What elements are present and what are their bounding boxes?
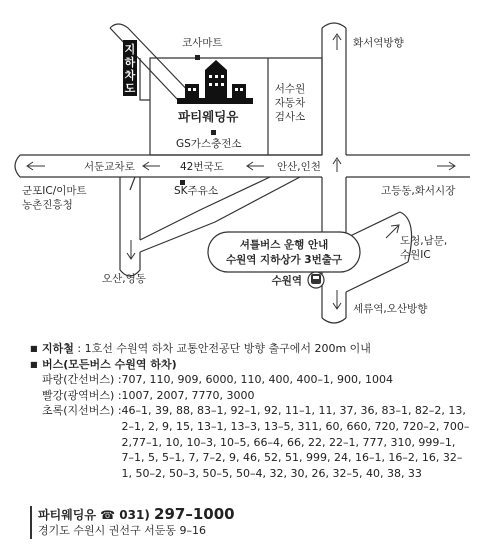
office-label-1: 서수원 [274,83,306,95]
map-shape [110,24,128,28]
map-shape [188,88,191,91]
map-shape [247,162,264,170]
subway-text: : 1호선 수원역 하차 교통안전공단 방향 출구에서 200m 이내 [73,342,371,355]
map-shape [221,75,224,78]
bus-line-green [30,403,470,481]
map-shape: 하 [124,56,136,69]
map-shape [215,83,218,86]
directions-info [30,341,470,481]
map-shape [15,23,470,323]
bus-line-value: 1007, 2007, 7770, 3000 [121,388,255,402]
kosamart-label: 코사마트 [182,37,223,49]
map-shape [346,212,400,238]
arrow-north-icon [333,34,341,50]
shuttle-info-box [208,232,360,272]
bus-line-value: 707, 110, 909, 6000, 110, 400, 400–1, 900, 1004 [121,373,393,387]
bullet-icon: ■ [30,359,38,369]
bus-line-blue [30,372,470,388]
map-shape [177,98,253,104]
bullet-icon: ■ [30,344,38,353]
map-shape: 차 [124,69,136,82]
hwaseo-label: 화서역방향 [353,37,404,49]
map-shape [15,155,20,177]
map-shape [22,36,456,315]
underpass-sign-text [124,42,136,95]
bus-row [30,357,470,373]
sk-label: SK주유소 [174,185,218,197]
map-shape [322,23,346,28]
road-diagonal-nw [110,28,178,100]
contact-address: 경기도 수원시 권선구 서둔동 9–16 [38,524,206,537]
kosamart-marker [195,55,200,60]
suwon-ic-label: 수원IC [400,249,431,261]
map-shape [240,88,243,91]
bus-line-value: 46–1, 39, 88, 83–1, 92–1, 92, 11–1, 11, 37, 36, 83–1, 82–2, 13, 2–1, 2, 9, 15, 13–1, 13–3, 13–5, 311, 60, 660, 720, 720–2, 700–2,77–1, 10, 10–3, 10–5, 66–4, 66, 22, 22–1, 777, 310, 999–1, 7–1, 5, 5–1, 7, 7–2, 9, 46, 52, 51, 999, 24, 16–1, 16–2, 16, 32–1, 50–2, 50–3, 50–5, 50–4, 32, 30, 26, 32–5, 40, 38, 33 [121,404,470,480]
map-shape [143,162,160,170]
suwon-station-label: 수원역 [271,275,302,287]
map-shape [322,318,346,323]
seryu-label: 세류역,오산방향 [353,303,428,315]
seodun-label: 서둔교차로 [84,161,135,173]
partywedding-label: 파티웨딩유 [178,109,239,124]
bus-line-label: 초록(지선버스) : [42,404,122,418]
gunpo-label: 군포IC/이마트 [22,185,87,197]
map-shape [235,88,238,91]
office-label-2: 자동차 [274,97,306,109]
godeung-label: 고등동,화서시장 [381,185,456,197]
route42-label: 42번국도 [180,161,224,173]
contact-block [30,506,235,539]
map-shape: 지 [124,43,136,56]
map-shape [221,83,224,86]
arrow-south-icon [127,240,135,259]
arrow-west-icon [27,162,45,170]
contact-phone-line [38,506,235,523]
arrow-east-icon [437,162,455,170]
dochung-label: 도청,남문, [400,235,448,247]
gas-station-marker [211,130,216,135]
map-shape [205,60,227,70]
phone-icon: ☎ [100,508,116,522]
map-shape [209,83,212,86]
map-shape [313,276,319,279]
bus-line-label: 파랑(간선버스) : [42,373,122,387]
arrow-south-right-icon [333,290,341,309]
bus-line-label: 빨강(광역버스) : [42,388,122,402]
office-label-3: 검사소 [274,111,306,123]
map-shape [215,75,218,78]
contact-name: 파티웨딩유 [38,508,96,522]
building-icon [177,60,253,104]
nongchon-label: 농촌진흥청 [22,199,73,211]
shuttle-title: 셔틀버스 운행 안내 [239,239,329,251]
area-code: 031) [119,508,150,522]
gas-station-label: GS가스충전소 [176,138,242,150]
road-diagonal-sw [130,177,135,190]
osan-yeongdong-label: 오산,영동 [102,273,146,285]
bus-line-red [30,388,470,404]
subway-label: 지하철 [42,342,74,355]
map-shape: 도 [124,82,136,95]
phone-number: 297–1000 [154,505,235,523]
subway-row [30,341,470,357]
map-shape [333,158,341,172]
shuttle-detail: 수원역 지하상가 3번출구 [225,254,343,266]
map-shape [193,88,196,91]
map-shape [386,225,399,238]
map-shape [346,262,408,292]
map-shape [209,75,212,78]
bus-label: 버스(모든버스 수원역 하차) [42,357,177,371]
ansan-incheon-label: 안산,인천 [277,161,321,173]
